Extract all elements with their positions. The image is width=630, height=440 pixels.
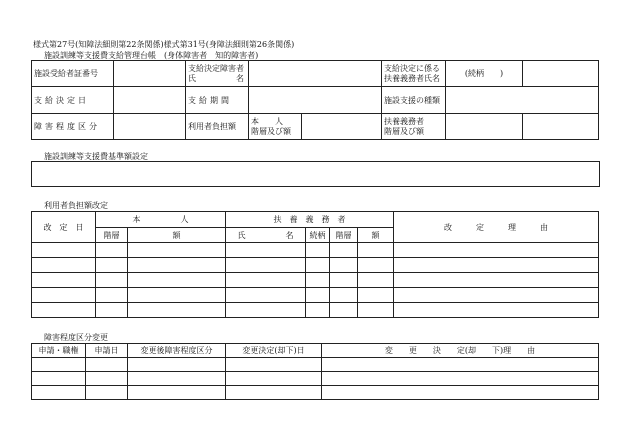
cert-no-label: 施設受給者証番号 — [32, 61, 114, 87]
burden-revision-table — [31, 211, 599, 318]
table-row[interactable] — [32, 358, 599, 372]
new-class-header: 変更後障害程度区分 — [128, 344, 226, 358]
burden-section-title: 利用者負担額改定 — [44, 201, 108, 210]
guardian-tier-value[interactable] — [446, 114, 523, 140]
recipient-name-label: 支給決定障害者 氏 名 — [186, 61, 249, 87]
guardian-extra[interactable] — [523, 61, 599, 87]
decision-date-label: 支給決定日 — [32, 87, 114, 114]
table-row[interactable] — [32, 243, 599, 258]
standard-amount-box[interactable] — [31, 161, 600, 187]
table-row[interactable] — [32, 258, 599, 273]
applicant-header: 申請・職権 — [32, 344, 86, 358]
tier2-header: 階層 — [330, 228, 358, 243]
relation-header: 続柄 — [306, 228, 330, 243]
guardian-header: 扶 養 義 務 者 — [226, 212, 394, 228]
burden-label: 利用者負担額 — [186, 114, 249, 140]
reason-header: 改 定 理 由 — [394, 212, 599, 243]
table-row[interactable] — [32, 273, 599, 288]
recipient-info-table — [31, 60, 599, 140]
table-row[interactable] — [32, 303, 599, 318]
recipient-name-value[interactable] — [249, 61, 382, 87]
form-number: 様式第27号(知障法細則第22条関係)様式第31号(身障法細則第26条関係) — [33, 40, 295, 49]
table-row[interactable] — [32, 288, 599, 303]
guardian-name-label: 支給決定に係る 扶養義務者氏名 — [382, 61, 446, 87]
disability-section-title: 障害程度区分変更 — [44, 333, 108, 342]
guardian-relation[interactable]: (続柄 ) — [446, 61, 523, 87]
ledger-title: 施設訓練等支援費支給管理台帳 (身体障害者 知的障害者) — [44, 51, 259, 60]
decision-date-value[interactable] — [114, 87, 186, 114]
self-tier-label: 本 人 階層及び額 — [249, 114, 302, 140]
self-header: 本 人 — [96, 212, 226, 228]
tier-header: 階層 — [96, 228, 128, 243]
period-label: 支給期間 — [186, 87, 249, 114]
facility-type-value[interactable] — [446, 87, 599, 114]
amount2-header: 額 — [358, 228, 394, 243]
guardian-tier-label: 扶養義務者 階層及び額 — [382, 114, 446, 140]
disability-class-label: 障害程度区分 — [32, 114, 114, 140]
disability-change-table — [31, 343, 599, 400]
name-header: 氏 名 — [226, 228, 306, 243]
standard-section-title: 施設訓練等支援費基準額設定 — [44, 152, 148, 161]
table-row[interactable] — [32, 372, 599, 386]
guardian-tier-extra[interactable] — [523, 114, 599, 140]
self-tier-value[interactable] — [302, 114, 382, 140]
period-value[interactable] — [249, 87, 382, 114]
decision-reason-header: 変 更 決 定(却 下)理 由 — [322, 344, 599, 358]
decision-header: 変更決定(却下)日 — [226, 344, 322, 358]
disability-class-value[interactable] — [114, 114, 186, 140]
amount-header: 額 — [128, 228, 226, 243]
facility-type-label: 施設支援の種類 — [382, 87, 446, 114]
table-row[interactable] — [32, 386, 599, 400]
revision-date-header: 改 定 日 — [32, 212, 96, 243]
apply-date-header: 申請日 — [86, 344, 128, 358]
cert-no-value[interactable] — [114, 61, 186, 87]
